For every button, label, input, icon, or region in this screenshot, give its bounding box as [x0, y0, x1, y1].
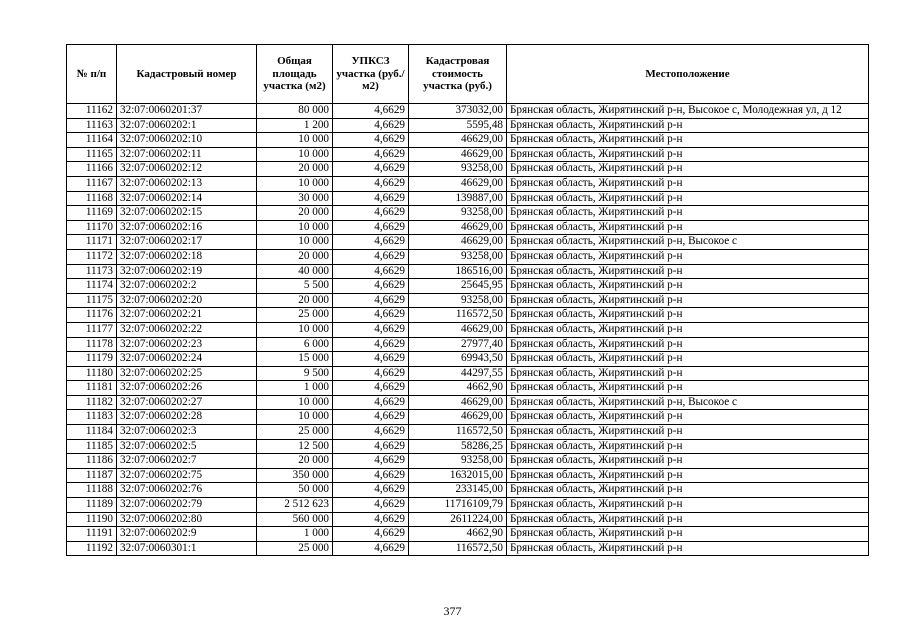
cell-number: 11180 [67, 366, 117, 381]
table-row [67, 147, 869, 162]
cell-upksz: 4,6629 [333, 366, 409, 381]
cell-location: Брянская область, Жирятинский р-н [507, 249, 869, 264]
cell-upksz: 4,6629 [333, 322, 409, 337]
cell-location: Брянская область, Жирятинский р-н, Высокое с [507, 235, 869, 250]
cell-upksz: 4,6629 [333, 439, 409, 454]
cell-area: 560 000 [257, 512, 333, 527]
cell-location: Брянская область, Жирятинский р-н, Высокое с, Молодежная ул, д 12 [507, 104, 869, 119]
cell-cadastral-cost: 25645,95 [409, 279, 507, 294]
cell-cadastral-number: 32:07:0060202:9 [117, 527, 257, 542]
table-row [67, 104, 869, 119]
cell-area: 25 000 [257, 541, 333, 556]
table-row [67, 454, 869, 469]
cell-location: Брянская область, Жирятинский р-н [507, 454, 869, 469]
table-row [67, 410, 869, 425]
cell-cadastral-cost: 44297,55 [409, 366, 507, 381]
cell-upksz: 4,6629 [333, 206, 409, 221]
cell-location: Брянская область, Жирятинский р-н [507, 147, 869, 162]
cell-number: 11177 [67, 322, 117, 337]
cell-cadastral-cost: 93258,00 [409, 206, 507, 221]
cell-location: Брянская область, Жирятинский р-н [507, 118, 869, 133]
cell-cadastral-number: 32:07:0060202:12 [117, 162, 257, 177]
cell-cadastral-number: 32:07:0060202:3 [117, 425, 257, 440]
cell-cadastral-number: 32:07:0060202:21 [117, 308, 257, 323]
cell-cadastral-number: 32:07:0060202:1 [117, 118, 257, 133]
cell-cadastral-cost: 46629,00 [409, 176, 507, 191]
cell-upksz: 4,6629 [333, 498, 409, 513]
cell-upksz: 4,6629 [333, 104, 409, 119]
cell-upksz: 4,6629 [333, 133, 409, 148]
cell-cadastral-number: 32:07:0060202:75 [117, 468, 257, 483]
table-row [67, 498, 869, 513]
table-row [67, 322, 869, 337]
cell-area: 1 000 [257, 527, 333, 542]
cell-area: 6 000 [257, 337, 333, 352]
cell-cadastral-number: 32:07:0060202:15 [117, 206, 257, 221]
cell-number: 11182 [67, 395, 117, 410]
cell-location: Брянская область, Жирятинский р-н [507, 410, 869, 425]
cell-number: 11166 [67, 162, 117, 177]
cell-location: Брянская область, Жирятинский р-н [507, 483, 869, 498]
cell-upksz: 4,6629 [333, 527, 409, 542]
cell-area: 20 000 [257, 454, 333, 469]
cell-location: Брянская область, Жирятинский р-н [507, 191, 869, 206]
table-row [67, 541, 869, 556]
cell-cadastral-number: 32:07:0060202:27 [117, 395, 257, 410]
cell-area: 10 000 [257, 220, 333, 235]
cell-upksz: 4,6629 [333, 176, 409, 191]
cell-cadastral-number: 32:07:0060201:37 [117, 104, 257, 119]
cell-cadastral-number: 32:07:0060202:18 [117, 249, 257, 264]
cell-area: 50 000 [257, 483, 333, 498]
cell-number: 11191 [67, 527, 117, 542]
cell-cadastral-number: 32:07:0060202:2 [117, 279, 257, 294]
cell-area: 10 000 [257, 235, 333, 250]
cell-location: Брянская область, Жирятинский р-н, Высокое с [507, 395, 869, 410]
cell-cadastral-number: 32:07:0060202:22 [117, 322, 257, 337]
cell-area: 20 000 [257, 162, 333, 177]
cell-cadastral-number: 32:07:0060202:24 [117, 352, 257, 367]
cell-cadastral-cost: 139887,00 [409, 191, 507, 206]
cell-location: Брянская область, Жирятинский р-н [507, 279, 869, 294]
cell-location: Брянская область, Жирятинский р-н [507, 425, 869, 440]
cell-upksz: 4,6629 [333, 264, 409, 279]
table-row [67, 395, 869, 410]
cell-cadastral-number: 32:07:0060202:23 [117, 337, 257, 352]
cell-location: Брянская область, Жирятинский р-н [507, 527, 869, 542]
cell-cadastral-cost: 93258,00 [409, 249, 507, 264]
cell-number: 11186 [67, 454, 117, 469]
table-row [67, 264, 869, 279]
table-row [67, 118, 869, 133]
cell-cadastral-cost: 69943,50 [409, 352, 507, 367]
cell-cadastral-cost: 93258,00 [409, 293, 507, 308]
cell-area: 15 000 [257, 352, 333, 367]
cell-area: 10 000 [257, 147, 333, 162]
table-row [67, 483, 869, 498]
table-row [67, 176, 869, 191]
cell-area: 20 000 [257, 293, 333, 308]
cell-cadastral-number: 32:07:0060202:14 [117, 191, 257, 206]
cell-upksz: 4,6629 [333, 279, 409, 294]
cell-cadastral-number: 32:07:0060301:1 [117, 541, 257, 556]
cell-cadastral-number: 32:07:0060202:20 [117, 293, 257, 308]
table-row [67, 425, 869, 440]
cell-cadastral-cost: 4662,90 [409, 527, 507, 542]
cell-cadastral-cost: 93258,00 [409, 454, 507, 469]
cell-area: 10 000 [257, 410, 333, 425]
cell-cadastral-number: 32:07:0060202:25 [117, 366, 257, 381]
cell-upksz: 4,6629 [333, 425, 409, 440]
cell-area: 25 000 [257, 425, 333, 440]
cell-upksz: 4,6629 [333, 235, 409, 250]
cell-cadastral-cost: 4662,90 [409, 381, 507, 396]
cell-upksz: 4,6629 [333, 147, 409, 162]
cell-location: Брянская область, Жирятинский р-н [507, 512, 869, 527]
cell-area: 80 000 [257, 104, 333, 119]
cell-location: Брянская область, Жирятинский р-н [507, 162, 869, 177]
cell-location: Брянская область, Жирятинский р-н [507, 133, 869, 148]
cell-area: 30 000 [257, 191, 333, 206]
cell-number: 11168 [67, 191, 117, 206]
table-header-row [67, 45, 869, 104]
cell-location: Брянская область, Жирятинский р-н [507, 498, 869, 513]
cell-cadastral-cost: 186516,00 [409, 264, 507, 279]
cell-cadastral-number: 32:07:0060202:28 [117, 410, 257, 425]
table-row [67, 468, 869, 483]
table-row [67, 308, 869, 323]
cell-location: Брянская область, Жирятинский р-н [507, 220, 869, 235]
cell-cadastral-cost: 1632015,00 [409, 468, 507, 483]
table-row [67, 249, 869, 264]
table-row [67, 220, 869, 235]
cell-area: 10 000 [257, 395, 333, 410]
cell-cadastral-number: 32:07:0060202:26 [117, 381, 257, 396]
cell-area: 2 512 623 [257, 498, 333, 513]
cell-number: 11179 [67, 352, 117, 367]
cell-upksz: 4,6629 [333, 249, 409, 264]
cell-location: Брянская область, Жирятинский р-н [507, 293, 869, 308]
cell-cadastral-cost: 116572,50 [409, 425, 507, 440]
cell-cadastral-cost: 46629,00 [409, 147, 507, 162]
cell-upksz: 4,6629 [333, 468, 409, 483]
cell-upksz: 4,6629 [333, 352, 409, 367]
cell-cadastral-number: 32:07:0060202:76 [117, 483, 257, 498]
cell-upksz: 4,6629 [333, 454, 409, 469]
cell-location: Брянская область, Жирятинский р-н [507, 352, 869, 367]
cell-upksz: 4,6629 [333, 381, 409, 396]
cell-cadastral-cost: 46629,00 [409, 235, 507, 250]
cell-cadastral-number: 32:07:0060202:80 [117, 512, 257, 527]
table-row [67, 337, 869, 352]
cell-number: 11187 [67, 468, 117, 483]
cell-cadastral-number: 32:07:0060202:5 [117, 439, 257, 454]
cell-cadastral-number: 32:07:0060202:16 [117, 220, 257, 235]
table-row [67, 293, 869, 308]
page-number: 377 [443, 604, 462, 618]
cell-cadastral-cost: 373032,00 [409, 104, 507, 119]
cell-area: 350 000 [257, 468, 333, 483]
cell-location: Брянская область, Жирятинский р-н [507, 439, 869, 454]
table-row [67, 191, 869, 206]
cell-number: 11176 [67, 308, 117, 323]
cell-cadastral-cost: 46629,00 [409, 133, 507, 148]
cell-cadastral-cost: 5595,48 [409, 118, 507, 133]
cell-cadastral-cost: 58286,25 [409, 439, 507, 454]
col-header-cadastral-number: Кадастровый номер [117, 45, 257, 104]
cell-location: Брянская область, Жирятинский р-н [507, 468, 869, 483]
cell-number: 11188 [67, 483, 117, 498]
table-row [67, 133, 869, 148]
cell-location: Брянская область, Жирятинский р-н [507, 381, 869, 396]
cell-cadastral-number: 32:07:0060202:10 [117, 133, 257, 148]
cell-location: Брянская область, Жирятинский р-н [507, 176, 869, 191]
col-header-area: Общая площадь участка (м2) [257, 45, 333, 104]
cell-number: 11171 [67, 235, 117, 250]
cell-area: 10 000 [257, 133, 333, 148]
cell-cadastral-number: 32:07:0060202:17 [117, 235, 257, 250]
cell-upksz: 4,6629 [333, 308, 409, 323]
cell-cadastral-cost: 93258,00 [409, 162, 507, 177]
cell-area: 25 000 [257, 308, 333, 323]
cell-upksz: 4,6629 [333, 512, 409, 527]
cell-location: Брянская область, Жирятинский р-н [507, 366, 869, 381]
table-row [67, 162, 869, 177]
cell-number: 11174 [67, 279, 117, 294]
cell-cadastral-cost: 46629,00 [409, 220, 507, 235]
table-row [67, 352, 869, 367]
cell-upksz: 4,6629 [333, 191, 409, 206]
cell-upksz: 4,6629 [333, 293, 409, 308]
cell-number: 11163 [67, 118, 117, 133]
table-row [67, 439, 869, 454]
cell-cadastral-number: 32:07:0060202:19 [117, 264, 257, 279]
cell-upksz: 4,6629 [333, 337, 409, 352]
cell-location: Брянская область, Жирятинский р-н [507, 206, 869, 221]
cell-upksz: 4,6629 [333, 410, 409, 425]
cell-number: 11170 [67, 220, 117, 235]
cell-upksz: 4,6629 [333, 118, 409, 133]
col-header-upksz: УПКСЗ участка (руб./м2) [333, 45, 409, 104]
cell-number: 11173 [67, 264, 117, 279]
cell-location: Брянская область, Жирятинский р-н [507, 264, 869, 279]
table-row [67, 279, 869, 294]
cell-upksz: 4,6629 [333, 541, 409, 556]
cell-area: 10 000 [257, 322, 333, 337]
col-header-number: № п/п [67, 45, 117, 104]
cell-number: 11165 [67, 147, 117, 162]
cell-cadastral-cost: 233145,00 [409, 483, 507, 498]
cell-number: 11162 [67, 104, 117, 119]
cell-cadastral-cost: 46629,00 [409, 322, 507, 337]
table-row [67, 527, 869, 542]
cell-location: Брянская область, Жирятинский р-н [507, 337, 869, 352]
table-body [67, 104, 869, 556]
cell-area: 40 000 [257, 264, 333, 279]
cell-upksz: 4,6629 [333, 483, 409, 498]
cell-number: 11181 [67, 381, 117, 396]
cell-area: 1 200 [257, 118, 333, 133]
cadastral-table [66, 44, 869, 556]
cell-cadastral-number: 32:07:0060202:13 [117, 176, 257, 191]
cell-number: 11167 [67, 176, 117, 191]
cell-number: 11175 [67, 293, 117, 308]
table-row [67, 381, 869, 396]
cell-area: 9 500 [257, 366, 333, 381]
cell-area: 10 000 [257, 176, 333, 191]
cell-number: 11189 [67, 498, 117, 513]
cell-area: 5 500 [257, 279, 333, 294]
cell-cadastral-number: 32:07:0060202:7 [117, 454, 257, 469]
col-header-cadastral-cost: Кадастровая стоимость участка (руб.) [409, 45, 507, 104]
cell-cadastral-number: 32:07:0060202:11 [117, 147, 257, 162]
cell-number: 11185 [67, 439, 117, 454]
cell-area: 1 000 [257, 381, 333, 396]
table-row [67, 366, 869, 381]
cell-area: 20 000 [257, 249, 333, 264]
cell-number: 11184 [67, 425, 117, 440]
cell-cadastral-cost: 46629,00 [409, 410, 507, 425]
cell-location: Брянская область, Жирятинский р-н [507, 541, 869, 556]
cell-upksz: 4,6629 [333, 162, 409, 177]
cell-number: 11190 [67, 512, 117, 527]
cell-number: 11169 [67, 206, 117, 221]
cell-number: 11183 [67, 410, 117, 425]
table-row [67, 512, 869, 527]
cell-number: 11164 [67, 133, 117, 148]
cell-number: 11172 [67, 249, 117, 264]
cell-cadastral-cost: 2611224,00 [409, 512, 507, 527]
cell-cadastral-number: 32:07:0060202:79 [117, 498, 257, 513]
cell-upksz: 4,6629 [333, 220, 409, 235]
cell-cadastral-cost: 116572,50 [409, 541, 507, 556]
cell-area: 12 500 [257, 439, 333, 454]
cell-area: 20 000 [257, 206, 333, 221]
cell-cadastral-cost: 11716109,79 [409, 498, 507, 513]
cell-location: Брянская область, Жирятинский р-н [507, 308, 869, 323]
cell-number: 11192 [67, 541, 117, 556]
cell-upksz: 4,6629 [333, 395, 409, 410]
cell-cadastral-cost: 27977,40 [409, 337, 507, 352]
cell-number: 11178 [67, 337, 117, 352]
cell-location: Брянская область, Жирятинский р-н [507, 322, 869, 337]
table-row [67, 206, 869, 221]
table-row [67, 235, 869, 250]
cell-cadastral-cost: 46629,00 [409, 395, 507, 410]
cell-cadastral-cost: 116572,50 [409, 308, 507, 323]
col-header-location: Местоположение [507, 45, 869, 104]
